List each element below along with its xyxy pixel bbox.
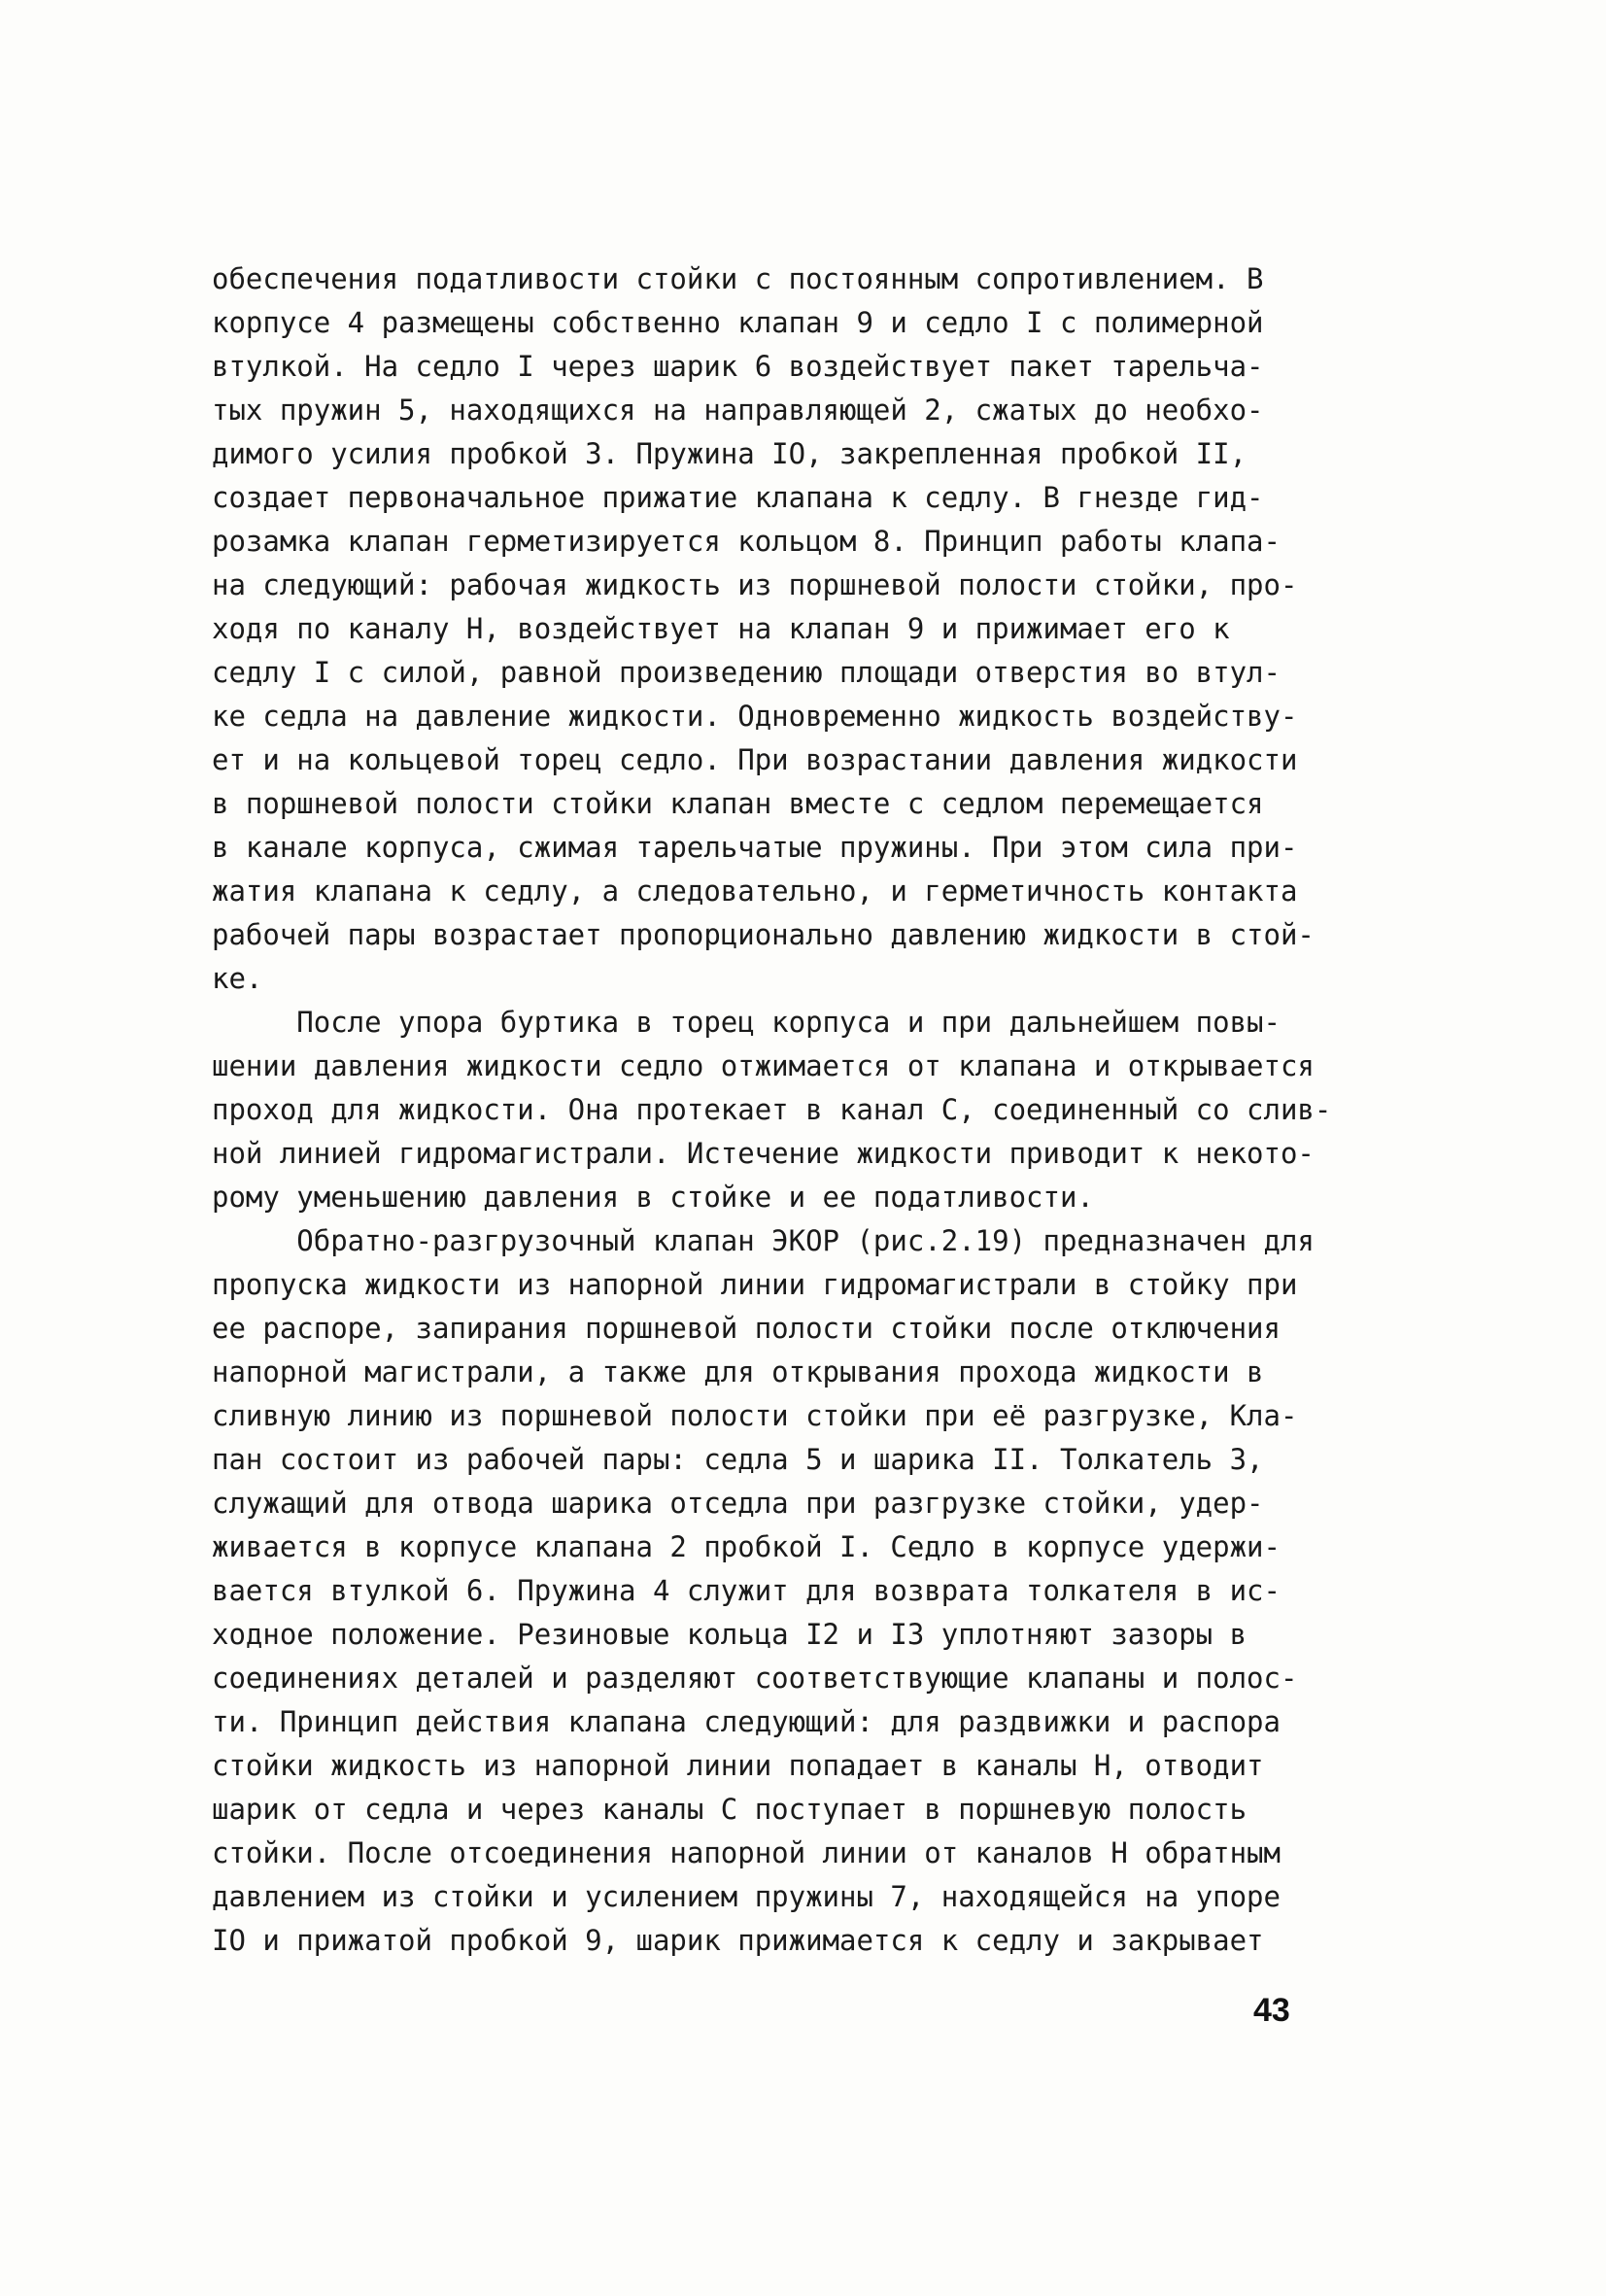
text-line: жатия клапана к седлу, а следовательно, и герметичность контакта [212, 874, 1298, 908]
text-line: обеспечения податливости стойки с постоянным сопротивлением. В [212, 262, 1264, 295]
text-line: тых пружин 5, находящихся на направляющей 2, сжатых до необхо- [212, 394, 1264, 427]
text-line: ет и на кольцевой торец седло. При возрастании давления жидкости [212, 743, 1298, 776]
text-line: После упора буртика в торец корпуса и при дальнейшем повы- [212, 1006, 1281, 1039]
text-line: шарик от седла и через каналы С поступает в поршневую полость [212, 1793, 1247, 1826]
text-line: проход для жидкости. Она протекает в канал С, соединенный со слив- [212, 1093, 1332, 1126]
body-text [212, 257, 1378, 1963]
text-line: Обратно-разгрузочный клапан ЭКОР (рис.2.19) предназначен для [212, 1224, 1315, 1257]
text-line: стойки жидкость из напорной линии попадает в каналы Н, отводит [212, 1749, 1264, 1782]
text-line: пан состоит из рабочей пары: седла 5 и шарика II. Толкатель 3, [212, 1443, 1264, 1476]
text-line: служащий для отвода шарика отседла при разгрузке стойки, удер- [212, 1487, 1264, 1520]
text-line: димого усилия пробкой 3. Пружина IO, закрепленная пробкой II, [212, 437, 1247, 470]
text-line: ее распоре, запирания поршневой полости стойки после отключения [212, 1312, 1281, 1345]
page-number: 43 [1253, 1992, 1290, 2029]
text-line: корпусе 4 размещены собственно клапан 9 и седло I с полимерной [212, 306, 1264, 339]
text-line: напорной магистрали, а также для открывания прохода жидкости в [212, 1355, 1264, 1388]
text-line: ходя по каналу Н, воздействует на клапан 9 и прижимает его к [212, 612, 1230, 645]
text-line: пропуска жидкости из напорной линии гидромагистрали в стойку при [212, 1268, 1298, 1301]
text-line: ной линией гидромагистрали. Истечение жидкости приводит к некото- [212, 1137, 1315, 1170]
text-line: IO и прижатой пробкой 9, шарик прижимается к седлу и закрывает [212, 1924, 1264, 1957]
text-line: ке седла на давление жидкости. Одновременно жидкость воздейству- [212, 700, 1298, 733]
text-line: втулкой. На седло I через шарик 6 воздействует пакет тарельча- [212, 350, 1264, 383]
text-line: розамка клапан герметизируется кольцом 8. Принцип работы клапа- [212, 525, 1281, 558]
text-line: шении давления жидкости седло отжимается от клапана и открывается [212, 1049, 1315, 1082]
text-line: сливную линию из поршневой полости стойки при её разгрузке, Кла- [212, 1399, 1298, 1432]
text-line: рому уменьшению давления в стойке и ее податливости. [212, 1181, 1094, 1214]
text-line: живается в корпусе клапана 2 пробкой I. Седло в корпусе удержи- [212, 1530, 1281, 1563]
text-line: рабочей пары возрастает пропорционально давлению жидкости в стой- [212, 918, 1315, 951]
text-line: ти. Принцип действия клапана следующий: для раздвижки и распора [212, 1705, 1281, 1738]
text-line: соединениях деталей и разделяют соответствующие клапаны и полос- [212, 1662, 1298, 1695]
text-line: вается втулкой 6. Пружина 4 служит для возврата толкателя в ис- [212, 1574, 1281, 1607]
text-line: на следующий: рабочая жидкость из поршневой полости стойки, про- [212, 568, 1298, 601]
text-line: в канале корпуса, сжимая тарельчатые пружины. При этом сила при- [212, 831, 1298, 864]
text-line: стойки. После отсоединения напорной линии от каналов Н обратным [212, 1836, 1281, 1869]
text-line: седлу I с силой, равной произведению площади отверстия во втул- [212, 656, 1281, 689]
text-line: ке. [212, 962, 263, 995]
text-line: в поршневой полости стойки клапан вместе с седлом перемещается [212, 787, 1264, 820]
text-line: давлением из стойки и усилением пружины 7, находящейся на упоре [212, 1880, 1281, 1913]
text-line: ходное положение. Резиновые кольца I2 и I3 уплотняют зазоры в [212, 1618, 1247, 1651]
text-line: создает первоначальное прижатие клапана к седлу. В гнезде гид- [212, 481, 1264, 514]
